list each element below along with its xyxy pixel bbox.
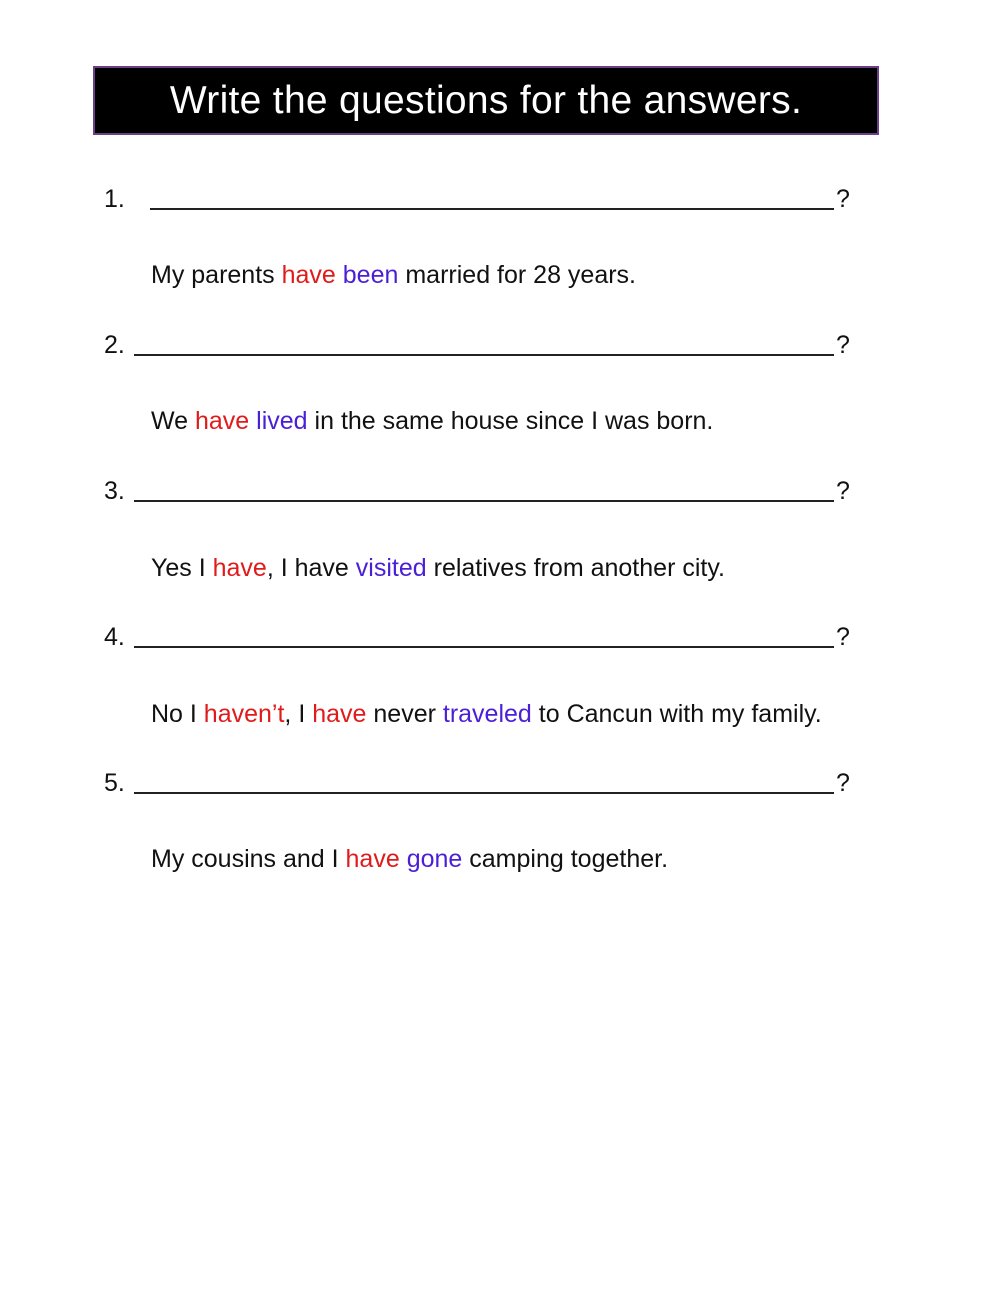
question-row-4 [104, 616, 864, 656]
answer-segment: No I [151, 700, 204, 728]
answer-segment: My parents [151, 261, 282, 289]
answer-blank-line[interactable] [134, 354, 834, 356]
answer-sentence-3 [151, 553, 725, 583]
answer-segment: married for 28 years. [398, 261, 636, 289]
answer-segment: We [151, 407, 195, 435]
past-participle: lived [256, 407, 308, 435]
question-mark: ? [836, 185, 850, 213]
auxiliary-verb: have [345, 845, 400, 873]
question-mark: ? [836, 477, 850, 505]
answer-segment: camping together. [462, 845, 669, 873]
question-mark: ? [836, 769, 850, 797]
question-mark: ? [836, 623, 850, 651]
question-row-2 [104, 324, 864, 364]
answer-segment: , I have [266, 554, 356, 582]
answer-blank-line[interactable] [150, 208, 834, 210]
answer-blank-line[interactable] [134, 646, 834, 648]
question-number: 5. [104, 769, 125, 797]
answer-segment [400, 845, 407, 873]
question-row-3 [104, 470, 864, 510]
past-participle: been [342, 261, 399, 289]
question-number: 3. [104, 477, 125, 505]
past-participle: traveled [442, 700, 532, 728]
answer-segment: My cousins and I [151, 845, 346, 873]
auxiliary-verb: have [281, 261, 336, 289]
worksheet-title: Write the questions for the answers. [169, 78, 803, 122]
answer-segment: in the same house since I was born. [307, 407, 714, 435]
question-number: 4. [104, 623, 125, 651]
auxiliary-verb: have [212, 554, 267, 582]
answer-sentence-5 [151, 844, 668, 874]
question-row-1 [104, 178, 864, 218]
question-number: 1. [104, 185, 125, 213]
answer-sentence-4 [151, 699, 822, 729]
question-number: 2. [104, 331, 125, 359]
question-mark: ? [836, 331, 850, 359]
past-participle: gone [406, 845, 463, 873]
answer-segment [336, 261, 343, 289]
answer-sentence-1 [151, 260, 636, 290]
past-participle: visited [355, 554, 427, 582]
answer-segment: to Cancun with my family. [531, 700, 822, 728]
answer-blank-line[interactable] [134, 500, 834, 502]
answer-segment: never [366, 700, 443, 728]
answer-sentence-2 [151, 406, 713, 436]
auxiliary-verb: have [195, 407, 250, 435]
answer-segment: , I [284, 700, 313, 728]
answer-blank-line[interactable] [134, 792, 834, 794]
question-row-5 [104, 762, 864, 802]
answer-segment: Yes I [151, 554, 213, 582]
auxiliary-verb: have [312, 700, 367, 728]
answer-segment: relatives from another city. [426, 554, 725, 582]
auxiliary-verb: haven’t [203, 700, 285, 728]
title-banner [93, 66, 879, 135]
